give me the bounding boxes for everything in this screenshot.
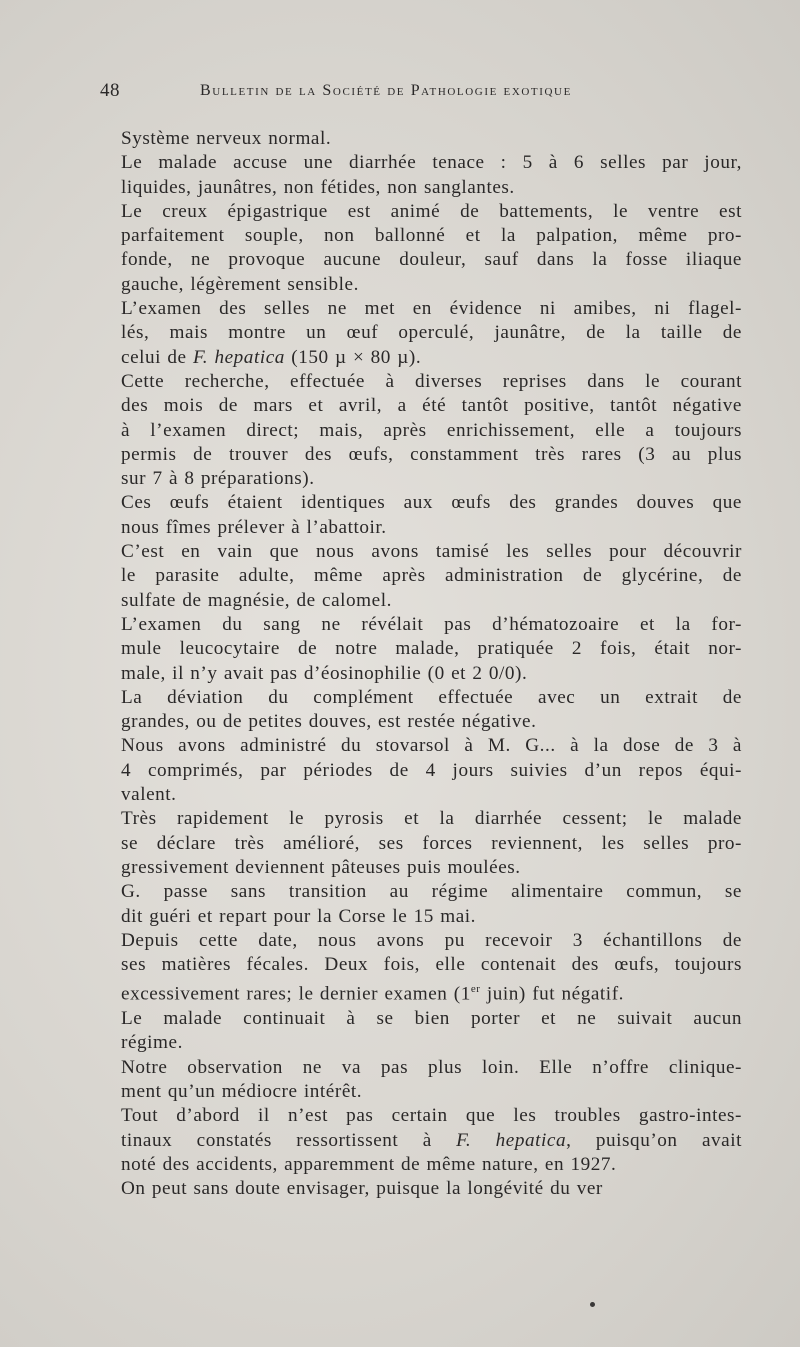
paragraph — [104, 370, 742, 491]
text-line: Le malade continuait à se bien porter et ne suivait aucun — [121, 1008, 742, 1030]
text-line: Système nerveux normal. — [121, 128, 332, 149]
text-line: dit guéri et repart pour la Corse le 15 mai. — [121, 905, 477, 927]
text-line: parfaitement souple, non ballonné et la palpation, même pro- — [121, 225, 742, 247]
text-line: Le malade accuse une diarrhée tenace : 5 à 6 selles par jour, — [121, 152, 742, 174]
text-line: permis de trouver des œufs, constamment très rares (3 au plus — [121, 443, 742, 465]
paragraph — [104, 807, 742, 880]
text-line: à l’examen direct; mais, après enrichissement, elle a toujours — [121, 419, 742, 441]
text-line: nous fîmes prélever à l’abattoir. — [121, 516, 387, 538]
text-line: Ces œufs étaient identiques aux œufs des grandes douves que — [121, 492, 742, 514]
species-name: F. hepatica — [192, 346, 285, 368]
text-line: gauche, légèrement sensible. — [121, 273, 359, 295]
text-line: Très rapidement le pyrosis et la diarrhée cessent; le malade — [121, 808, 742, 830]
text-line: L’examen des selles ne met en évidence ni amibes, ni flagel- — [121, 298, 742, 320]
text-line: gressivement deviennent pâteuses puis moulées. — [121, 856, 521, 878]
page-header — [100, 80, 745, 110]
paragraph — [104, 1104, 742, 1177]
text-line: L’examen du sang ne révélait pas d’hématozoaire et la for- — [121, 613, 742, 635]
text-line: excessivement rares; le dernier examen (1er juin) fut négatif. — [121, 983, 624, 1005]
paragraph — [104, 151, 742, 200]
text-line: ment qu’un médiocre intérêt. — [121, 1080, 363, 1102]
body-text — [104, 127, 742, 1201]
paragraph — [104, 929, 742, 1007]
text-line: sulfate de magnésie, de calomel. — [121, 589, 392, 611]
text-line: Nous avons administré du stovarsol à M. G... à la dose de 3 à — [121, 735, 742, 757]
text-line: C’est en vain que nous avons tamisé les selles pour découvrir — [121, 541, 742, 563]
text-line: mule leucocytaire de notre malade, pratiquée 2 fois, était nor- — [121, 638, 742, 660]
text-line: noté des accidents, apparemment de même nature, en 1927. — [121, 1153, 617, 1175]
text-line: Cette recherche, effectuée à diverses reprises dans le courant — [121, 370, 742, 392]
text-line: 4 comprimés, par périodes de 4 jours suivies d’un repos équi- — [121, 759, 742, 781]
ink-dot — [590, 1302, 595, 1307]
paragraph — [104, 540, 742, 613]
text-line: régime. — [121, 1032, 183, 1054]
text-line: lés, mais montre un œuf operculé, jaunâtre, de la taille de — [121, 322, 742, 344]
page-number: 48 — [100, 80, 120, 101]
text-line: le parasite adulte, même après administration de glycérine, de — [121, 565, 742, 587]
running-title: Bulletin de la Société de Pathologie exotique — [200, 82, 572, 99]
text-line: Notre observation ne va pas plus loin. Elle n’offre clinique- — [121, 1056, 742, 1078]
paragraph — [104, 491, 742, 540]
paragraph — [104, 1177, 742, 1201]
text-line: Le creux épigastrique est animé de battements, le ventre est — [121, 200, 742, 222]
paragraph — [104, 200, 742, 297]
paragraph — [104, 127, 742, 151]
text-line: La déviation du complément effectuée avec un extrait de — [121, 686, 742, 708]
text-line: fonde, ne provoque aucune douleur, sauf dans la fosse iliaque — [121, 249, 742, 271]
text-line: G. passe sans transition au régime alimentaire commun, se — [121, 881, 742, 903]
text-line: se déclare très amélioré, ses forces reviennent, les selles pro- — [121, 832, 742, 854]
text-line: male, il n’y avait pas d’éosinophilie (0 et 2 0/0). — [121, 662, 528, 684]
paragraph — [104, 880, 742, 929]
text-line: valent. — [121, 784, 177, 806]
text-line: ses matières fécales. Deux fois, elle contenait des œufs, toujours — [121, 954, 742, 976]
text-line: celui de F. hepatica (150 µ × 80 µ). — [121, 346, 422, 368]
text-line: tinaux constatés ressortissent à F. hepatica, puisqu’on avait — [121, 1129, 742, 1151]
species-name: F. hepatica — [456, 1129, 567, 1151]
text-line: Depuis cette date, nous avons pu recevoir 3 échantillons de — [121, 929, 742, 951]
paragraph — [104, 734, 742, 807]
text-line: Tout d’abord il n’est pas certain que les troubles gastro-intes- — [121, 1105, 742, 1127]
text-line: des mois de mars et avril, a été tantôt positive, tantôt négative — [121, 395, 742, 417]
paragraph — [104, 686, 742, 735]
text-line: On peut sans doute envisager, puisque la longévité du ver — [121, 1178, 603, 1200]
text-line: sur 7 à 8 préparations). — [121, 468, 315, 490]
paragraph — [104, 1056, 742, 1105]
paragraph — [104, 1007, 742, 1056]
paragraph — [104, 613, 742, 686]
paragraph — [104, 297, 742, 370]
text-line: liquides, jaunâtres, non fétides, non sanglantes. — [121, 176, 515, 198]
text-line: grandes, ou de petites douves, est restée négative. — [121, 711, 537, 733]
